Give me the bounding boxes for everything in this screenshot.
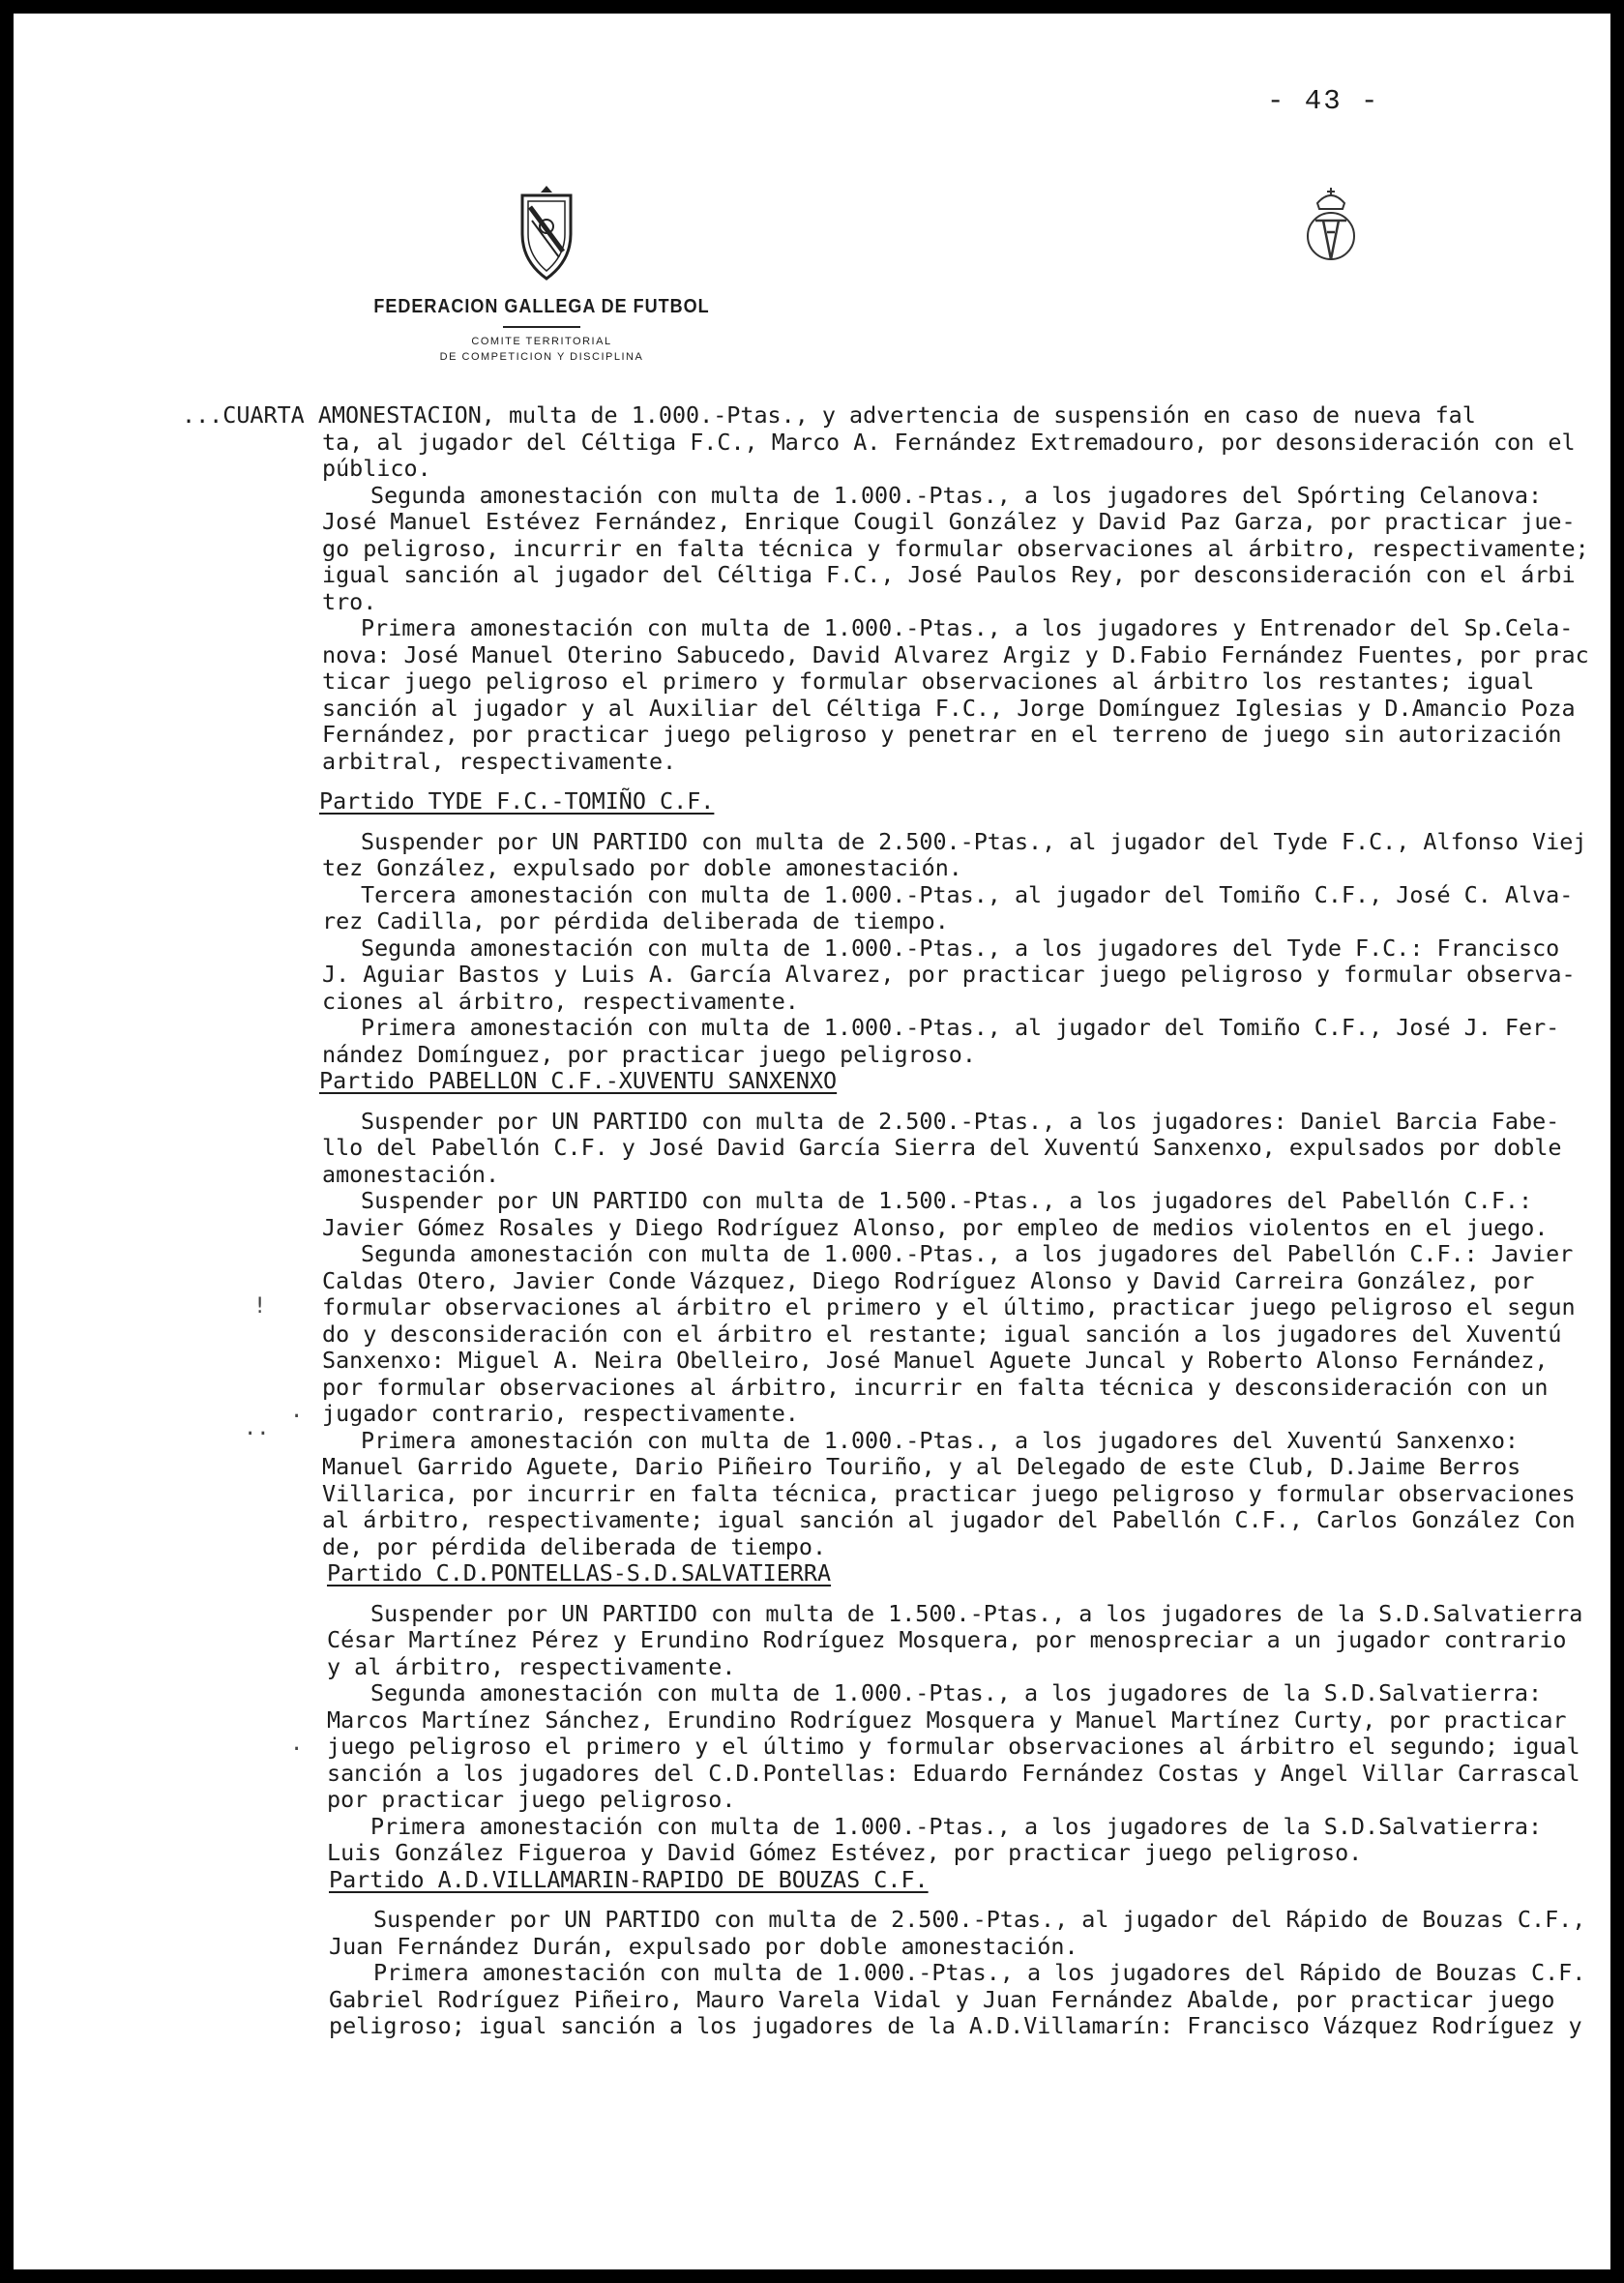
paragraph-gap xyxy=(269,1587,1584,1601)
body-line: Suspender por UN PARTIDO con multa de 1.500.-Ptas., a los jugadores de la S.D.Salvatierra xyxy=(370,1599,1583,1627)
body-line: Fernández, por practicar juego peligroso y penetrar en el terreno de juego sin autorización xyxy=(322,721,1562,748)
body-line: de, por pérdida deliberada de tiempo. xyxy=(322,1532,827,1560)
committee-line-2: DE COMPETICION Y DISCIPLINA xyxy=(439,351,644,363)
body-line: César Martínez Pérez y Erundino Rodríguez Mosquera, por menospreciar a un jugador contrario xyxy=(327,1626,1567,1653)
body-line: José Manuel Estévez Fernández, Enrique Cougil González y David Paz Garza, por practicar jue- xyxy=(322,508,1576,535)
document-body xyxy=(182,401,1589,2040)
body-line: Primera amonestación con multa de 1.000.-Ptas., al jugador del Tomiño C.F., José J. Fer- xyxy=(361,1014,1560,1041)
margin-mark: ! xyxy=(253,1294,267,1319)
body-line: amonestación. xyxy=(322,1160,500,1188)
letterhead-divider xyxy=(503,326,580,328)
body-line: rez Cadilla, por pérdida deliberada de tiempo. xyxy=(322,907,949,934)
body-line: Segunda amonestación con multa de 1.000.-Ptas., a los jugadores del Spórting Celanova: xyxy=(370,481,1543,509)
match-heading: Partido TYDE F.C.-TOMIÑO C.F. xyxy=(319,787,715,815)
paragraph-gap xyxy=(269,1095,1584,1109)
body-line: formular observaciones al árbitro el primero y el último, practicar juego peligroso el segun xyxy=(322,1293,1576,1320)
body-line: por practicar juego peligroso. xyxy=(327,1786,736,1813)
page-number: - 43 - xyxy=(1267,85,1380,117)
body-line: Javier Gómez Rosales y Diego Rodríguez Alonso, por empleo de medios violentos en el juego. xyxy=(322,1213,1549,1241)
body-line: ...CUARTA AMONESTACION, multa de 1.000.-Ptas., y advertencia de suspensión en caso de nueva fal xyxy=(182,401,1476,429)
body-line: Suspender por UN PARTIDO con multa de 2.500.-Ptas., al jugador del Tyde F.C., Alfonso Viej xyxy=(361,827,1587,855)
body-line: J. Aguiar Bastos y Luis A. García Alvarez, por practicar juego peligroso y formular observa- xyxy=(322,961,1576,988)
body-line: do y desconsideración con el árbitro el restante; igual sanción a los jugadores del Xuventú xyxy=(322,1319,1562,1348)
body-line: juego peligroso el primero y el último y formular observaciones al árbitro el segundo; igual xyxy=(327,1733,1580,1760)
margin-mark: · xyxy=(290,1405,304,1429)
body-line: Primera amonestación con multa de 1.000.-Ptas., a los jugadores del Rápido de Bouzas C.F. xyxy=(373,1959,1586,1986)
body-line: Segunda amonestación con multa de 1.000.-Ptas., a los jugadores de la S.D.Salvatierra: xyxy=(370,1679,1543,1706)
body-line: go peligroso, incurrir en falta técnica y formular observaciones al árbitro, respectivamente; xyxy=(322,534,1589,562)
body-line: Villarica, por incurrir en falta técnica, practicar juego peligroso y formular observaciones xyxy=(322,1479,1576,1507)
body-line: Caldas Otero, Javier Conde Vázquez, Diego Rodríguez Alonso y David Carreira González, por xyxy=(322,1266,1535,1294)
body-line: sanción al jugador y al Auxiliar del Céltiga F.C., Jorge Domínguez Iglesias y D.Amancio Poza xyxy=(322,694,1576,722)
body-line: llo del Pabellón C.F. y José David García Sierra del Xuventú Sanxenxo, expulsados por doble xyxy=(322,1134,1562,1161)
scan-border-top xyxy=(0,0,1624,14)
margin-mark: ·· xyxy=(244,1422,270,1446)
body-line: Tercera amonestación con multa de 1.000.-Ptas., al jugador del Tomiño C.F., José C. Alva- xyxy=(361,880,1574,908)
paragraph-gap xyxy=(269,815,1584,829)
royal-federation-crest-icon xyxy=(1302,188,1360,267)
match-heading: Partido A.D.VILLAMARIN-RAPIDO DE BOUZAS C.F. xyxy=(329,1865,929,1893)
body-line: al árbitro, respectivamente; igual sanción al jugador del Pabellón C.F., Carlos González Con xyxy=(322,1506,1576,1533)
body-line: ticar juego peligroso el primero y formular observaciones al árbitro los restantes; igual xyxy=(322,667,1535,695)
body-line: nova: José Manuel Oterino Sabucedo, David Alvarez Argiz y D.Fabio Fernández Fuentes, por prac xyxy=(322,640,1589,668)
body-line: ta, al jugador del Céltiga F.C., Marco A. Fernández Extremadouro, por desonsideración con el xyxy=(322,428,1576,456)
scan-border-left xyxy=(0,0,14,2283)
body-line: ciones al árbitro, respectivamente. xyxy=(322,987,799,1015)
body-line: Primera amonestación con multa de 1.000.-Ptas., a los jugadores y Entrenador del Sp.Cela- xyxy=(361,614,1574,641)
body-line: tez González, expulsado por doble amonestación. xyxy=(322,854,962,881)
match-heading: Partido PABELLON C.F.-XUVENTU SANXENXO xyxy=(319,1067,838,1094)
body-line: peligroso; igual sanción a los jugadores de la A.D.Villamarín: Francisco Vázquez Rodríguez y xyxy=(329,2012,1582,2039)
margin-mark: · xyxy=(290,1737,304,1762)
body-line: sanción a los jugadores del C.D.Pontellas: Eduardo Fernández Costas y Angel Villar Carrascal xyxy=(327,1759,1580,1787)
body-line: por formular observaciones al árbitro, incurrir en falta técnica y desconsideración con un xyxy=(322,1373,1549,1401)
committee-line-1: COMITE TERRITORIAL xyxy=(471,336,612,347)
body-line: Sanxenxo: Miguel A. Neira Obelleiro, José Manuel Aguete Juncal y Roberto Alonso Fernández, xyxy=(322,1347,1549,1374)
body-line: Suspender por UN PARTIDO con multa de 2.500.-Ptas., al jugador del Rápido de Bouzas C.F., xyxy=(373,1906,1586,1933)
body-line: Segunda amonestación con multa de 1.000.-Ptas., a los jugadores del Pabellón C.F.: Javier xyxy=(361,1240,1574,1267)
body-line: público. xyxy=(322,455,431,482)
scan-border-bottom xyxy=(0,2269,1624,2283)
paragraph-gap xyxy=(269,775,1584,788)
body-line: Segunda amonestación con multa de 1.000.-Ptas., a los jugadores del Tyde F.C.: Francisco xyxy=(361,934,1560,962)
body-line: igual sanción al jugador del Céltiga F.C., José Paulos Rey, por desconsideración con el árbi xyxy=(322,561,1576,588)
body-line: Gabriel Rodríguez Piñeiro, Mauro Varela Vidal y Juan Fernández Abalde, por practicar juego xyxy=(329,1985,1555,2013)
body-line: Primera amonestación con multa de 1.000.-Ptas., a los jugadores de la S.D.Salvatierra: xyxy=(370,1812,1543,1840)
body-line: Primera amonestación con multa de 1.000.-Ptas., a los jugadores del Xuventú Sanxenxo: xyxy=(361,1426,1519,1454)
body-line: Suspender por UN PARTIDO con multa de 2.500.-Ptas., a los jugadores: Daniel Barcia Fabe- xyxy=(361,1107,1560,1135)
match-heading: Partido C.D.PONTELLAS-S.D.SALVATIERRA xyxy=(327,1559,832,1586)
body-line: Marcos Martínez Sánchez, Erundino Rodríguez Mosquera y Manuel Martínez Curty, por practicar xyxy=(327,1705,1567,1734)
federation-shield-icon xyxy=(518,184,575,281)
federation-name: FEDERACION GALLEGA DE FUTBOL xyxy=(373,294,710,317)
letterhead xyxy=(368,296,716,365)
body-line: Manuel Garrido Aguete, Dario Piñeiro Touriño, y al Delegado de este Club, D.Jaime Berros xyxy=(322,1453,1521,1480)
body-line: y al árbitro, respectivamente. xyxy=(327,1652,736,1680)
body-line: jugador contrario, respectivamente. xyxy=(322,1400,799,1427)
body-line: Juan Fernández Durán, expulsado por doble amonestación. xyxy=(329,1932,1078,1960)
body-line: Suspender por UN PARTIDO con multa de 1.500.-Ptas., a los jugadores del Pabellón C.F.: xyxy=(361,1187,1533,1214)
body-line: tro. xyxy=(322,587,377,615)
paragraph-gap xyxy=(269,1893,1584,1907)
scan-border-right xyxy=(1610,0,1624,2283)
body-line: nández Domínguez, por practicar juego peligroso. xyxy=(322,1040,976,1068)
body-line: arbitral, respectivamente. xyxy=(322,747,677,775)
body-line: Luis González Figueroa y David Gómez Estévez, por practicar juego peligroso. xyxy=(327,1839,1363,1866)
